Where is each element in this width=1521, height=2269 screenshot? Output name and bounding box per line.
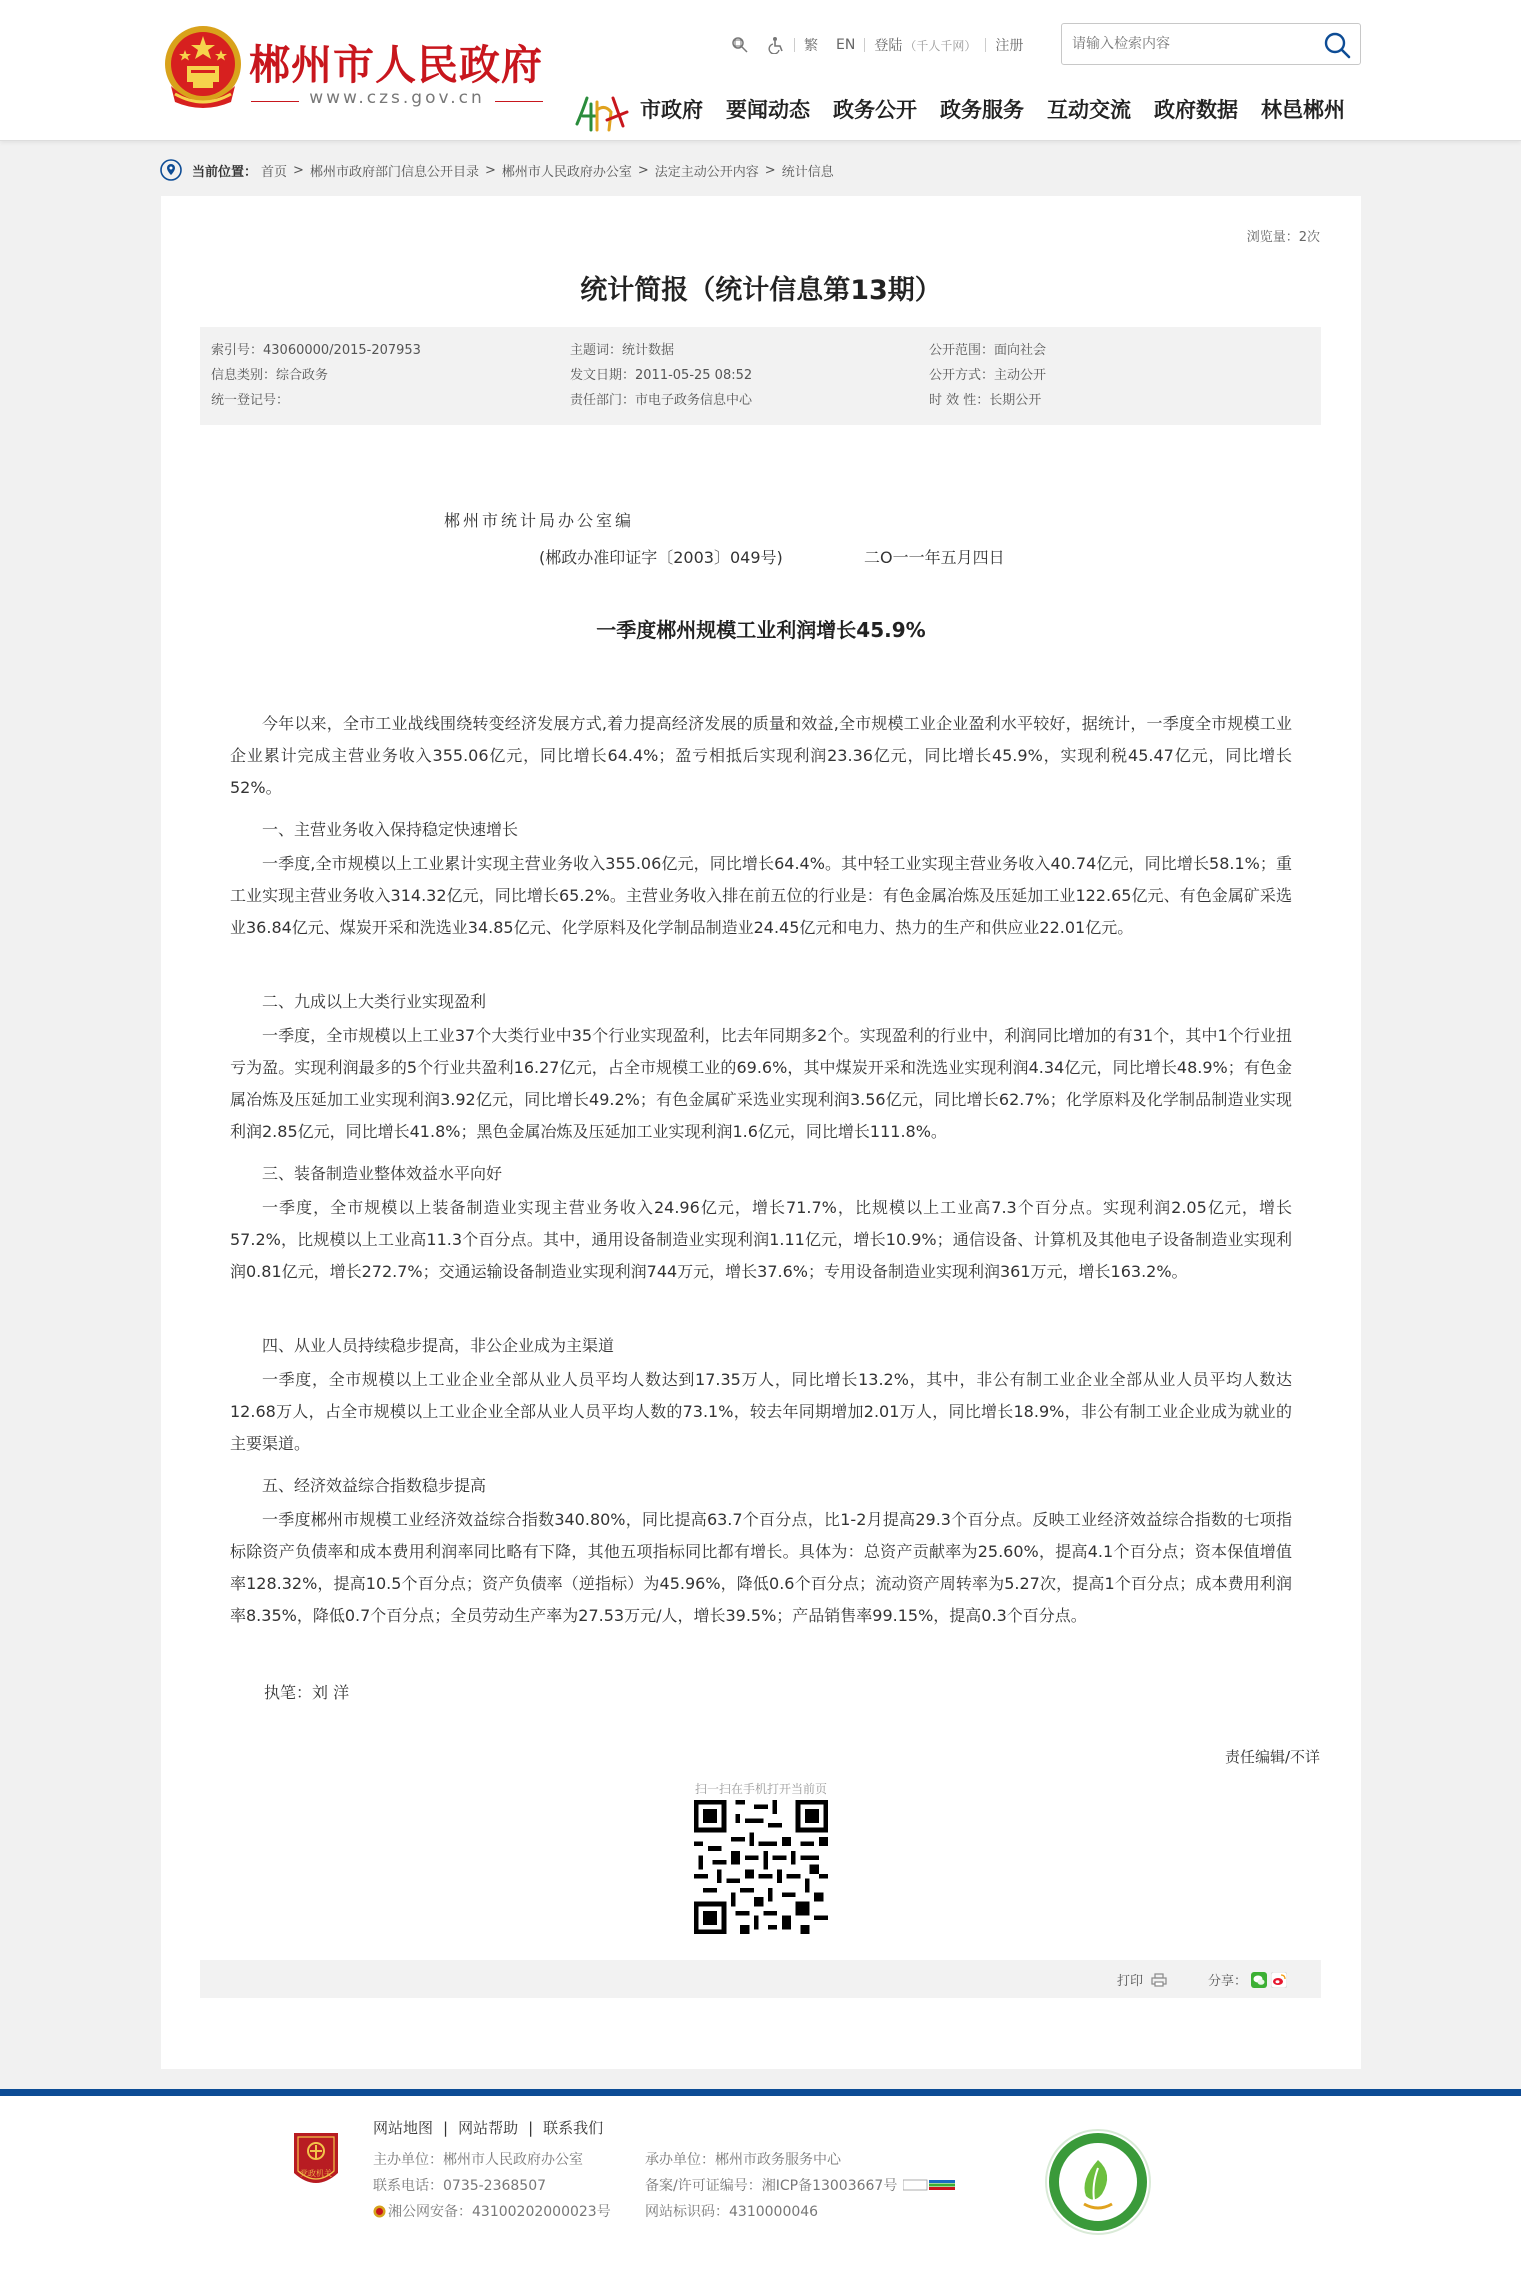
login-label: 登陆 xyxy=(874,38,903,54)
nav-item-interaction[interactable]: 互动交流 xyxy=(1047,98,1131,122)
search-input[interactable] xyxy=(1072,33,1312,55)
site-footer xyxy=(0,2096,1521,2269)
decorative-line xyxy=(495,101,543,102)
footer-icp-text: 备案/许可证编号：湘ICP备13003667号 xyxy=(645,2178,898,2194)
footer-link-help[interactable]: 网站帮助 xyxy=(458,2119,519,2137)
breadcrumb-separator: > xyxy=(637,162,649,178)
party-badge-text: 党政机关 xyxy=(300,2169,332,2178)
top-links xyxy=(722,34,1032,56)
share-label: 分享： xyxy=(1207,1974,1247,1989)
article-title: 统计简报（统计信息第13期） xyxy=(580,275,942,306)
weibo-share-icon[interactable] xyxy=(1271,1972,1287,1988)
footer-phone: 联系电话：0735-2368507 xyxy=(373,2178,547,2194)
paragraph-intro: 今年以来，全市工业战线围绕转变经济发展方式,着力提高经济发展的质量和效益,全市规模工业企业盈利水平较好，据统计，一季度全市规模工业企业累计完成主营业务收入355.06亿元，同比增长64.4%；盈亏相抵后实现利润23.36亿元，同比增长45.9%，实现利税45.47亿元，同比增长52%。 xyxy=(230,714,1292,797)
print-label: 打印 xyxy=(1116,1974,1143,1989)
breadcrumb xyxy=(160,158,834,182)
paragraph-section-3: 一季度，全市规模以上装备制造业实现主营业务收入24.96亿元，增长71.7%，比规模以上工业高7.3个百分点。实现利润2.05亿元，增长57.2%，比规模以上工业高11.3个百分点。其中，通用设备制造业实现利润1.11亿元，增长10.9%；通信设备、计算机及其他电子设备制造业实现利润0.81亿元，增长272.7%；交通运输设备制造业实现利润744万元，增长37.6%；专用设备制造业实现利润361万元，增长163.2%。 xyxy=(230,1198,1292,1281)
nav-item-gov-services[interactable]: 政务服务 xyxy=(940,98,1024,122)
qr-code-icon xyxy=(694,1800,828,1934)
printer-icon xyxy=(1151,1973,1167,1987)
section-heading-4: 四、从业人员持续稳步提高，非公企业成为主渠道 xyxy=(262,1336,615,1355)
search-box xyxy=(1061,23,1361,65)
breadcrumb-separator: > xyxy=(293,162,304,178)
author: 执笔：刘 洋 xyxy=(264,1683,350,1702)
footer-site-code: 网站标识码：4310000046 xyxy=(645,2204,819,2220)
breadcrumb-label: 当前位置： xyxy=(192,164,258,180)
section-heading-2: 二、九成以上大类行业实现盈利 xyxy=(262,992,487,1011)
accessibility-link[interactable] xyxy=(722,36,758,54)
responsible-editor: 责任编辑/不详 xyxy=(1224,1748,1320,1766)
breadcrumb-gov-office[interactable]: 郴州市人民政府办公室 xyxy=(501,164,632,180)
meta-category: 信息类别：综合政务 xyxy=(211,368,329,383)
wechat-share-icon[interactable] xyxy=(1251,1972,1267,1988)
search-icon xyxy=(1322,31,1352,59)
separator: | xyxy=(528,2118,534,2137)
footer-icp[interactable] xyxy=(645,2175,955,2195)
meta-index-no: 索引号：43060000/2015-207953 xyxy=(211,343,421,358)
register-link[interactable]: 注册 xyxy=(995,38,1024,54)
civilized-city-badge-icon[interactable] xyxy=(1044,2128,1152,2236)
meta-scope: 公开范围：面向社会 xyxy=(929,343,1047,358)
article-subheading: 一季度郴州规模工业利润增长45.9% xyxy=(596,618,926,642)
accessibility-icon xyxy=(731,36,749,54)
police-badge-icon xyxy=(373,2205,386,2218)
issuer: 郴州市统计局办公室编 xyxy=(444,511,635,530)
footer-police[interactable] xyxy=(373,2201,611,2221)
footer-link-sitemap[interactable]: 网站地图 xyxy=(373,2119,434,2137)
nav-item-gov-affairs-disclosure[interactable]: 政务公开 xyxy=(833,98,917,122)
traditional-chinese-link[interactable]: 繁 xyxy=(804,38,818,54)
permit-number: (郴政办准印证字〔2003〕049号) xyxy=(539,548,783,567)
paragraph-section-4: 一季度，全市规模以上工业企业全部从业人员平均人数达到17.35万人，同比增长13.2%，其中，非公有制工业企业全部从业人员平均人数达12.68万人，占全市规模以上工业企业全部从业人员平均人数的73.1%，较去年同期增加2.01万人，同比增长18.9%，非公有制工业企业成为就业的主要渠道。 xyxy=(230,1370,1292,1453)
action-bar xyxy=(200,1960,1321,1998)
issue-date: 二O一一年五月四日 xyxy=(864,548,1005,567)
footer-links xyxy=(373,2117,603,2138)
login-link[interactable] xyxy=(865,35,985,55)
site-name[interactable]: 郴州市人民政府 xyxy=(249,41,543,89)
decorative-line xyxy=(251,101,299,102)
login-extra: （千人千网） xyxy=(904,38,977,53)
wheelchair-icon xyxy=(767,36,785,54)
section-heading-3: 三、装备制造业整体效益水平向好 xyxy=(262,1164,503,1183)
site-header xyxy=(0,0,1521,141)
national-emblem-icon xyxy=(163,24,243,110)
meta-reg-no: 统一登记号： xyxy=(211,393,290,408)
search-button[interactable] xyxy=(1322,31,1352,59)
footer-host: 主办单位：郴州市人民政府办公室 xyxy=(373,2152,583,2168)
article-meta xyxy=(200,327,1321,425)
site-url xyxy=(251,88,543,108)
print-button[interactable] xyxy=(1117,1970,1167,1989)
view-count: 浏览量：2次 xyxy=(1246,230,1320,245)
paragraph-section-2: 一季度，全市规模以上工业37个大类行业中35个行业实现盈利，比去年同期多2个。实现盈利的行业中，利润同比增加的有31个，其中1个行业扭亏为盈。实现利润最多的5个行业共盈利16.27亿元，占全市规模工业的69.6%，其中煤炭开采和洗选业实现利润4.34亿元，同比增长48.9%；有色金属冶炼及压延加工业实现利润3.92亿元，同比增长49.2%；有色金属矿采选业实现利润3.56亿元，同比增长62.7%；化学原料及化学制品制造业实现利润2.85亿元，同比增长41.8%；黑色金属冶炼及压延加工业实现利润1.6亿元，同比增长111.8%。 xyxy=(230,1026,1292,1141)
breadcrumb-home[interactable]: 首页 xyxy=(261,164,288,180)
location-pin-icon xyxy=(160,159,182,181)
paragraph-section-1: 一季度,全市规模以上工业累计实现主营业务收入355.06亿元，同比增长64.4%。其中轻工业实现主营业务收入40.74亿元，同比增长58.1%；重工业实现主营业务收入314.32亿元，同比增长65.2%。主营业务收入排在前五位的行业是：有色金属冶炼及压延加工业122.65亿元、有色金属矿采选业36.84亿元、煤炭开采和洗选业34.85亿元、化学原料及化学制品制造业24.45亿元和电力、热力的生产和供应业22.01亿元。 xyxy=(230,854,1292,937)
nav-item-gov-data[interactable]: 政府数据 xyxy=(1154,98,1238,122)
breadcrumb-statistics[interactable]: 统计信息 xyxy=(781,164,834,180)
meta-date: 发文日期：2011-05-25 08:52 xyxy=(570,368,753,383)
share-area xyxy=(1208,1970,1287,1989)
footer-divider xyxy=(0,2089,1521,2096)
meta-subject: 主题词：统计数据 xyxy=(570,343,675,358)
footer-link-contact[interactable]: 联系我们 xyxy=(543,2119,604,2137)
site-url-text: www.czs.gov.cn xyxy=(309,88,485,108)
disability-link[interactable] xyxy=(758,36,794,54)
record-badge-icon xyxy=(903,2179,955,2191)
breadcrumb-disclosure-catalog[interactable]: 郴州市政府部门信息公开目录 xyxy=(309,164,479,180)
party-government-badge-icon[interactable] xyxy=(290,2131,342,2193)
separator: | xyxy=(443,2118,449,2137)
footer-police-text: 湘公网安备：43100202000023号 xyxy=(388,2204,611,2220)
meta-department: 责任部门：市电子政务信息中心 xyxy=(570,393,753,408)
meta-method: 公开方式：主动公开 xyxy=(929,368,1047,383)
nav-item-city-government[interactable]: 市政府 xyxy=(640,98,703,122)
section-heading-1: 一、主营业务收入保持稳定快速增长 xyxy=(262,820,519,839)
nav-item-linyi-chenzhou[interactable]: 林邑郴州 xyxy=(1261,98,1345,122)
footer-undertaker: 承办单位：郴州市政务服务中心 xyxy=(645,2152,841,2168)
main-nav xyxy=(640,94,1368,124)
breadcrumb-statutory-content[interactable]: 法定主动公开内容 xyxy=(654,164,759,180)
meta-validity: 时 效 性：长期公开 xyxy=(929,393,1042,408)
paragraph-section-5: 一季度郴州市规模工业经济效益综合指数340.80%，同比提高63.7个百分点，比1-2月提高29.3个百分点。反映工业经济效益综合指数的七项指标除资产负债率和成本费用利润率同比略有下降，其他五项指标同比都有增长。具体为：总资产贡献率为25.60%，提高4.1个百分点；资本保值增值率128.32%，提高10.5个百分点；资产负债率（逆指标）为45.96%，降低0.6个百分点；流动资产周转率为5.27次，提高1个百分点；成本费用利润率8.35%，降低0.7个百分点；全员劳动生产率为27.53万元/人，增长39.5%；产品销售率99.15%，提高0.3个百分点。 xyxy=(230,1510,1292,1625)
article-card xyxy=(161,196,1361,2069)
english-link[interactable]: EN xyxy=(836,37,856,53)
breadcrumb-separator: > xyxy=(764,162,776,178)
qr-caption: 扫一扫在手机打开当前页 xyxy=(694,1782,827,1796)
section-heading-5: 五、经济效益综合指数稳步提高 xyxy=(262,1476,487,1495)
calligraphy-logo-icon xyxy=(573,90,629,134)
nav-item-news[interactable]: 要闻动态 xyxy=(726,98,810,122)
breadcrumb-separator: > xyxy=(484,162,496,178)
